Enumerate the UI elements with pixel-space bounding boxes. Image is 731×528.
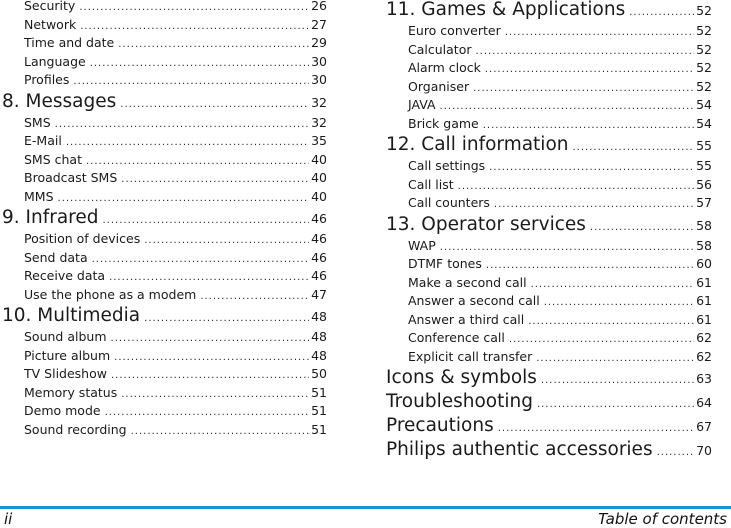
dot-leader [105, 404, 310, 423]
toc-entry-title: Security [24, 0, 76, 13]
toc-entry-title: Sound album [24, 329, 107, 344]
toc-heading[interactable] [386, 366, 712, 390]
toc-entry-page: 32 [311, 114, 327, 130]
footer-page-number: ii [4, 510, 13, 528]
toc-entry-page: 30 [311, 72, 327, 87]
toc-entry-title: Conference call [408, 330, 505, 345]
toc-entry-title: 9. Infrared [2, 207, 99, 228]
dot-leader [531, 276, 695, 295]
toc-entry[interactable] [386, 274, 712, 293]
toc-entry-title: DTMF tones [408, 256, 482, 271]
toc-entry-title: Use the phone as a modem [24, 286, 197, 302]
toc-entry[interactable] [2, 384, 327, 403]
toc-entry[interactable] [2, 188, 327, 207]
toc-entry[interactable] [2, 169, 327, 188]
toc-entry[interactable] [2, 0, 327, 16]
toc-heading[interactable] [386, 414, 712, 438]
toc-entry[interactable] [2, 34, 327, 53]
toc-entry-page: 62 [696, 348, 712, 364]
toc-entry-title: Calculator [408, 41, 472, 57]
toc-entry-title: Alarm clock [408, 60, 481, 75]
dot-leader [114, 349, 309, 368]
dot-leader [144, 307, 309, 331]
footer-section-title: Table of contents [598, 510, 727, 528]
toc-entry[interactable] [2, 16, 327, 35]
toc-entry-page: 40 [311, 170, 327, 185]
toc-entry-title: Icons & symbols [386, 367, 537, 388]
toc-entry-title: 8. Messages [2, 90, 117, 112]
toc-entry-page: 48 [311, 329, 327, 344]
toc-entry-title: Explicit call transfer [408, 348, 533, 364]
toc-entry-page: 26 [311, 0, 327, 13]
toc-entry[interactable] [2, 286, 327, 305]
dot-leader [200, 288, 309, 307]
dot-leader [92, 251, 309, 270]
toc-heading[interactable] [386, 0, 712, 22]
toc-entry[interactable] [386, 311, 712, 330]
toc-entry-page: 40 [311, 151, 327, 167]
dot-leader [80, 18, 309, 37]
dot-leader [86, 153, 309, 172]
toc-entry[interactable] [2, 53, 327, 72]
toc-entry[interactable] [386, 157, 712, 176]
toc-entry-page: 35 [311, 133, 327, 148]
dot-leader [90, 55, 309, 74]
toc-entry-title: Troubleshooting [386, 391, 533, 412]
toc-entry[interactable] [386, 237, 712, 256]
dot-leader [541, 369, 694, 393]
toc-entry-page: 47 [311, 286, 327, 302]
toc-entry-title: Make a second call [408, 274, 527, 290]
toc-entry-title: Brick game [408, 115, 479, 131]
toc-entry-page: 52 [696, 78, 712, 94]
dot-leader [505, 24, 694, 43]
toc-entry-page: 57 [696, 195, 712, 210]
toc-entry[interactable] [386, 194, 712, 213]
toc-entry[interactable] [2, 151, 327, 170]
dot-leader [528, 313, 694, 332]
toc-entry-title: 12. Call information [386, 134, 569, 155]
dot-leader [475, 43, 694, 62]
dot-leader [657, 441, 695, 465]
toc-entry-title: Call list [408, 176, 454, 192]
toc-entry[interactable] [2, 328, 327, 347]
toc-entry-title: Time and date [24, 35, 115, 50]
toc-entry-page: 29 [311, 35, 327, 50]
toc-entry-title: Demo mode [24, 403, 101, 418]
toc-entry-title: Position of devices [24, 231, 141, 246]
toc-entry-title: Sound recording [24, 421, 127, 437]
toc-entry-page: 30 [311, 53, 327, 69]
toc-entry-page: 52 [696, 41, 712, 57]
toc-entry-title: Language [24, 53, 86, 69]
dot-leader [111, 330, 310, 349]
toc-entry[interactable] [386, 115, 712, 134]
toc-heading[interactable] [386, 133, 712, 157]
toc-entry[interactable] [2, 132, 327, 151]
toc-entry[interactable] [2, 230, 327, 249]
toc-entry-title: Call settings [408, 158, 486, 173]
dot-leader [55, 116, 309, 135]
toc-entry-title: Broadcast SMS [24, 170, 118, 185]
toc-entry-title: Answer a second call [408, 293, 540, 308]
toc-entry-page: 61 [696, 274, 712, 290]
dot-leader [489, 159, 694, 178]
toc-left-column [2, 0, 327, 439]
toc-entry-title: Philips authentic accessories [386, 439, 653, 460]
toc-entry[interactable] [2, 267, 327, 286]
toc-heading[interactable] [2, 206, 327, 230]
toc-entry-page: 61 [696, 293, 712, 308]
dot-leader [118, 36, 309, 55]
dot-leader [573, 136, 695, 160]
toc-entry-title: Answer a third call [408, 311, 525, 327]
dot-leader [120, 93, 309, 117]
toc-entry-title: Euro converter [408, 23, 501, 38]
toc-entry-page: 40 [311, 188, 327, 204]
toc-entry-title: SMS [24, 114, 51, 130]
toc-entry-page: 54 [696, 115, 712, 131]
toc-entry-page: 55 [696, 138, 712, 153]
toc-entry[interactable] [386, 255, 712, 274]
dot-leader [144, 232, 309, 251]
toc-entry-page: 46 [311, 268, 327, 283]
dot-leader [473, 80, 694, 99]
dot-leader [485, 61, 694, 80]
dot-leader [121, 171, 309, 190]
toc-entry-title: Send data [24, 249, 88, 265]
toc-entry[interactable] [386, 96, 712, 115]
toc-entry-page: 70 [696, 443, 712, 458]
toc-entry-title: 10. Multimedia [2, 305, 141, 326]
toc-entry[interactable] [2, 421, 327, 440]
toc-entry-title: Call counters [408, 195, 490, 210]
dot-leader [509, 331, 694, 350]
toc-entry-page: 67 [696, 419, 712, 434]
toc-entry-title: WAP [408, 237, 436, 253]
dot-leader [111, 367, 309, 386]
toc-entry[interactable] [386, 329, 712, 348]
toc-entry-page: 46 [311, 231, 327, 246]
toc-entry-title: Memory status [24, 384, 118, 400]
toc-heading[interactable] [2, 304, 327, 328]
toc-entry-page: 32 [311, 94, 327, 110]
toc-heading[interactable] [2, 90, 327, 114]
dot-leader [629, 1, 694, 25]
toc-entry-page: 46 [311, 249, 327, 265]
toc-entry-page: 52 [696, 3, 712, 18]
toc-entry-title: Picture album [24, 347, 111, 363]
toc-entry-title: MMS [24, 188, 54, 204]
toc-entry[interactable] [2, 365, 327, 384]
toc-entry-page: 52 [696, 60, 712, 75]
toc-entry[interactable] [2, 71, 327, 90]
toc-entry-page: 62 [696, 330, 712, 345]
footer-rule [0, 506, 731, 509]
toc-entry[interactable] [386, 78, 712, 97]
toc-entry-page: 46 [311, 211, 327, 226]
toc-entry-page: 27 [311, 16, 327, 32]
toc-entry-page: 60 [696, 256, 712, 271]
toc-heading[interactable] [386, 438, 712, 462]
dot-leader [537, 393, 694, 417]
toc-entry-page: 64 [696, 395, 712, 410]
toc-heading[interactable] [386, 213, 712, 237]
toc-entry[interactable] [386, 59, 712, 78]
toc-entry-page: 48 [311, 309, 327, 324]
dot-leader [590, 216, 694, 240]
dot-leader [79, 0, 309, 18]
toc-entry-title: 11. Games & Applications [386, 0, 626, 20]
toc-entry[interactable] [2, 347, 327, 366]
toc-entry-title: Precautions [386, 415, 494, 436]
dot-leader [131, 423, 309, 442]
toc-entry-title: E-Mail [24, 133, 62, 148]
toc-entry-title: JAVA [408, 97, 436, 112]
toc-entry-title: SMS chat [24, 151, 82, 167]
toc-entry-page: 48 [311, 347, 327, 363]
dot-leader [121, 386, 309, 405]
toc-entry-page: 52 [696, 23, 712, 38]
toc-heading[interactable] [386, 390, 712, 414]
dot-leader [544, 294, 694, 313]
toc-entry[interactable] [386, 176, 712, 195]
toc-right-column [386, 0, 712, 462]
toc-entry[interactable] [2, 402, 327, 421]
toc-entry[interactable] [386, 41, 712, 60]
toc-entry[interactable] [2, 249, 327, 268]
toc-entry-title: Organiser [408, 78, 470, 94]
toc-entry-page: 63 [696, 371, 712, 386]
toc-entry-page: 56 [696, 176, 712, 192]
toc-entry-page: 58 [696, 237, 712, 253]
toc-entry-page: 51 [311, 384, 327, 400]
toc-entry-page: 54 [696, 97, 712, 112]
toc-entry-page: 51 [311, 421, 327, 437]
toc-entry[interactable] [386, 292, 712, 311]
toc-entry-page: 61 [696, 311, 712, 327]
toc-entry-page: 58 [696, 217, 712, 233]
toc-entry[interactable] [386, 348, 712, 367]
toc-entry-page: 50 [311, 366, 327, 381]
toc-entry-title: Profiles [24, 72, 70, 87]
toc-entry[interactable] [2, 114, 327, 133]
toc-entry-title: 13. Operator services [386, 213, 586, 235]
toc-entry-page: 55 [696, 158, 712, 173]
dot-leader [458, 178, 694, 197]
toc-entry-title: TV Slideshow [24, 366, 107, 381]
toc-entry-page: 51 [311, 403, 327, 418]
toc-entry[interactable] [386, 22, 712, 41]
toc-entry-title: Receive data [24, 268, 106, 283]
dot-leader [536, 350, 694, 369]
dot-leader [66, 134, 309, 153]
toc-entry-title: Network [24, 16, 77, 32]
